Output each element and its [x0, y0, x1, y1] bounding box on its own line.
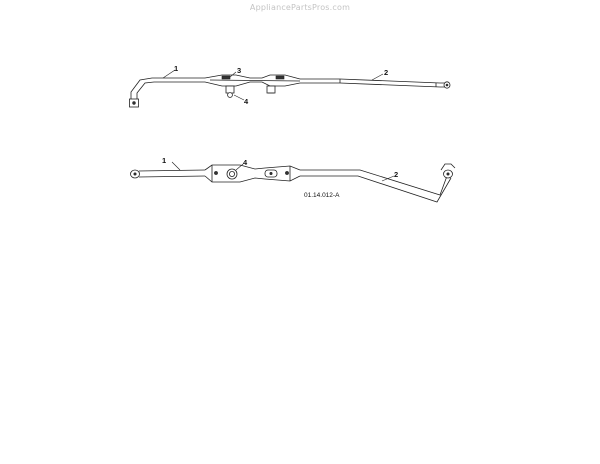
upper-tube-part-2 [300, 79, 450, 88]
callout-4-lower: 4 [243, 158, 248, 167]
upper-clip-part-4 [226, 86, 275, 97]
lower-assembly [131, 156, 456, 202]
callout-3-upper: 3 [237, 66, 242, 75]
callout-4-upper: 4 [244, 97, 249, 106]
lower-clip-part-4 [227, 169, 237, 179]
figure-code: 01.14.012-A [304, 192, 340, 199]
upper-bracket-part-3 [205, 75, 300, 86]
upper-tube-part-1 [130, 78, 206, 107]
watermark-text: AppliancePartsPros.com [249, 3, 351, 12]
callout-2-lower: 2 [394, 170, 399, 179]
lower-tube-part-1 [131, 170, 206, 178]
callout-1-upper: 1 [174, 64, 179, 73]
lower-bracket-body [205, 165, 300, 182]
callout-2-upper: 2 [384, 68, 389, 77]
upper-assembly [130, 64, 451, 107]
upper-callouts [163, 64, 388, 106]
callout-1-lower: 1 [162, 156, 167, 165]
